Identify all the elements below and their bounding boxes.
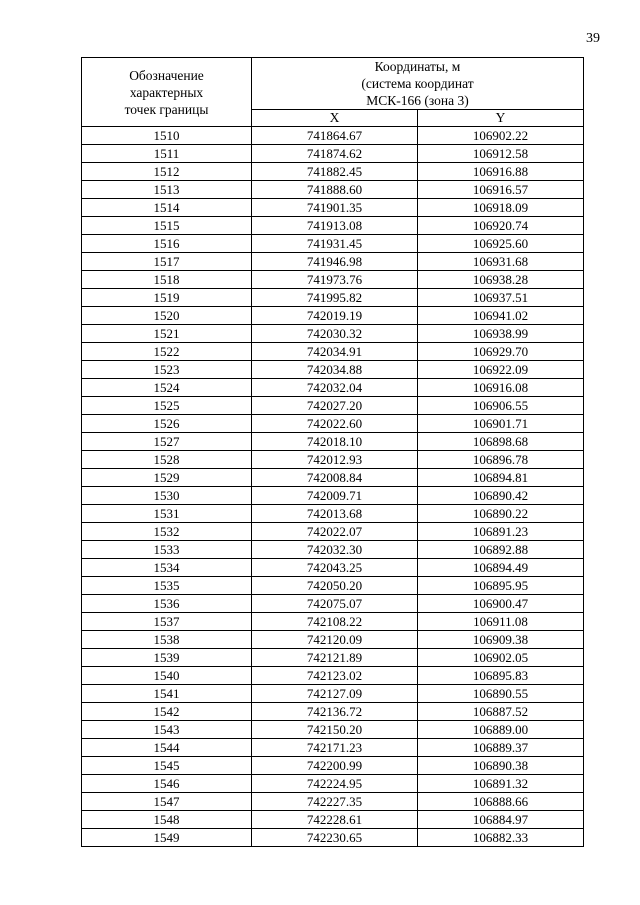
y-coordinate-cell: 106890.22 — [418, 505, 584, 523]
y-coordinate-cell: 106929.70 — [418, 343, 584, 361]
point-id-cell: 1529 — [82, 469, 252, 487]
y-coordinate-cell: 106891.23 — [418, 523, 584, 541]
y-coordinate-cell: 106890.55 — [418, 685, 584, 703]
y-column-header: Y — [418, 110, 584, 127]
point-id-cell: 1543 — [82, 721, 252, 739]
point-id-cell: 1530 — [82, 487, 252, 505]
x-coordinate-cell: 742030.32 — [252, 325, 418, 343]
table-row — [82, 397, 584, 415]
table-row — [82, 145, 584, 163]
y-coordinate-cell: 106920.74 — [418, 217, 584, 235]
point-id-cell: 1514 — [82, 199, 252, 217]
point-id-cell: 1521 — [82, 325, 252, 343]
x-coordinate-cell: 741864.67 — [252, 127, 418, 145]
point-id-cell: 1532 — [82, 523, 252, 541]
y-coordinate-cell: 106938.28 — [418, 271, 584, 289]
x-coordinate-cell: 742032.30 — [252, 541, 418, 559]
table-row — [82, 829, 584, 847]
point-id-cell: 1512 — [82, 163, 252, 181]
x-coordinate-cell: 742013.68 — [252, 505, 418, 523]
point-id-cell: 1528 — [82, 451, 252, 469]
point-id-cell: 1516 — [82, 235, 252, 253]
table-row — [82, 451, 584, 469]
table-row — [82, 127, 584, 145]
y-coordinate-cell: 106916.88 — [418, 163, 584, 181]
point-id-cell: 1539 — [82, 649, 252, 667]
x-coordinate-cell: 742034.88 — [252, 361, 418, 379]
x-coordinate-cell: 742050.20 — [252, 577, 418, 595]
y-coordinate-cell: 106912.58 — [418, 145, 584, 163]
table-row — [82, 163, 584, 181]
table-body — [82, 127, 584, 847]
table-row — [82, 433, 584, 451]
table-row — [82, 271, 584, 289]
x-coordinate-cell: 742123.02 — [252, 667, 418, 685]
x-coordinate-cell: 742171.23 — [252, 739, 418, 757]
table-row — [82, 721, 584, 739]
x-coordinate-cell: 741874.62 — [252, 145, 418, 163]
y-coordinate-cell: 106884.97 — [418, 811, 584, 829]
y-coordinate-cell: 106902.05 — [418, 649, 584, 667]
table-row — [82, 217, 584, 235]
x-coordinate-cell: 742200.99 — [252, 757, 418, 775]
table-row — [82, 199, 584, 217]
x-coordinate-cell: 741946.98 — [252, 253, 418, 271]
y-coordinate-cell: 106889.00 — [418, 721, 584, 739]
x-coordinate-cell: 742019.19 — [252, 307, 418, 325]
table-row — [82, 235, 584, 253]
point-id-cell: 1542 — [82, 703, 252, 721]
y-coordinate-cell: 106937.51 — [418, 289, 584, 307]
table-row — [82, 793, 584, 811]
y-coordinate-cell: 106894.81 — [418, 469, 584, 487]
point-id-cell: 1531 — [82, 505, 252, 523]
point-id-cell: 1538 — [82, 631, 252, 649]
coordinates-column-header — [252, 58, 584, 110]
y-coordinate-cell: 106888.66 — [418, 793, 584, 811]
x-coordinate-cell: 742127.09 — [252, 685, 418, 703]
point-id-cell: 1517 — [82, 253, 252, 271]
point-id-cell: 1541 — [82, 685, 252, 703]
y-coordinate-cell: 106931.68 — [418, 253, 584, 271]
point-id-cell: 1525 — [82, 397, 252, 415]
y-coordinate-cell: 106894.49 — [418, 559, 584, 577]
y-coordinate-cell: 106900.47 — [418, 595, 584, 613]
y-coordinate-cell: 106896.78 — [418, 451, 584, 469]
x-coordinate-cell: 741913.08 — [252, 217, 418, 235]
x-coordinate-cell: 741973.76 — [252, 271, 418, 289]
y-coordinate-cell: 106925.60 — [418, 235, 584, 253]
x-coordinate-cell: 742108.22 — [252, 613, 418, 631]
x-column-header: X — [252, 110, 418, 127]
point-id-cell: 1534 — [82, 559, 252, 577]
x-coordinate-cell: 742022.60 — [252, 415, 418, 433]
x-coordinate-cell: 741901.35 — [252, 199, 418, 217]
table-row — [82, 667, 584, 685]
table-row — [82, 379, 584, 397]
table-row — [82, 559, 584, 577]
point-header-line: Обозначение — [129, 67, 204, 83]
y-coordinate-cell: 106889.37 — [418, 739, 584, 757]
y-coordinate-cell: 106882.33 — [418, 829, 584, 847]
x-coordinate-cell: 741888.60 — [252, 181, 418, 199]
y-coordinate-cell: 106890.38 — [418, 757, 584, 775]
y-coordinate-cell: 106941.02 — [418, 307, 584, 325]
coords-header-line: МСК-166 (зона 3) — [366, 93, 469, 108]
y-coordinate-cell: 106922.09 — [418, 361, 584, 379]
table-row — [82, 469, 584, 487]
page-number: 39 — [586, 31, 600, 46]
y-coordinate-cell: 106895.95 — [418, 577, 584, 595]
table-row — [82, 343, 584, 361]
y-coordinate-cell: 106890.42 — [418, 487, 584, 505]
point-id-cell: 1537 — [82, 613, 252, 631]
table-row — [82, 613, 584, 631]
y-coordinate-cell: 106895.83 — [418, 667, 584, 685]
point-id-cell: 1536 — [82, 595, 252, 613]
point-header-line: характерных — [129, 84, 204, 100]
y-coordinate-cell: 106901.71 — [418, 415, 584, 433]
y-coordinate-cell: 106892.88 — [418, 541, 584, 559]
table-row — [82, 325, 584, 343]
point-id-cell: 1549 — [82, 829, 252, 847]
coords-header-line: (система координат — [361, 76, 474, 91]
table-row — [82, 253, 584, 271]
table-row — [82, 577, 584, 595]
point-id-cell: 1522 — [82, 343, 252, 361]
x-coordinate-cell: 741931.45 — [252, 235, 418, 253]
point-id-cell: 1518 — [82, 271, 252, 289]
table-row — [82, 685, 584, 703]
table-row — [82, 703, 584, 721]
x-coordinate-cell: 742009.71 — [252, 487, 418, 505]
x-coordinate-cell: 742018.10 — [252, 433, 418, 451]
point-id-cell: 1535 — [82, 577, 252, 595]
table-row — [82, 487, 584, 505]
point-id-cell: 1526 — [82, 415, 252, 433]
table-row — [82, 181, 584, 199]
point-id-cell: 1511 — [82, 145, 252, 163]
y-coordinate-cell: 106918.09 — [418, 199, 584, 217]
coordinates-table — [81, 57, 584, 847]
y-coordinate-cell: 106891.32 — [418, 775, 584, 793]
x-coordinate-cell: 742120.09 — [252, 631, 418, 649]
table-row — [82, 415, 584, 433]
y-coordinate-cell: 106906.55 — [418, 397, 584, 415]
table-row — [82, 649, 584, 667]
x-coordinate-cell: 741995.82 — [252, 289, 418, 307]
y-coordinate-cell: 106887.52 — [418, 703, 584, 721]
point-id-cell: 1523 — [82, 361, 252, 379]
y-coordinate-cell: 106911.08 — [418, 613, 584, 631]
table-row — [82, 739, 584, 757]
x-coordinate-cell: 742150.20 — [252, 721, 418, 739]
x-coordinate-cell: 742008.84 — [252, 469, 418, 487]
point-id-cell: 1540 — [82, 667, 252, 685]
x-coordinate-cell: 742032.04 — [252, 379, 418, 397]
y-coordinate-cell: 106909.38 — [418, 631, 584, 649]
x-coordinate-cell: 742136.72 — [252, 703, 418, 721]
point-id-cell: 1519 — [82, 289, 252, 307]
point-header-line: точек границы — [124, 101, 209, 117]
table-row — [82, 631, 584, 649]
table-row — [82, 505, 584, 523]
point-id-cell: 1520 — [82, 307, 252, 325]
y-coordinate-cell: 106916.57 — [418, 181, 584, 199]
x-coordinate-cell: 742075.07 — [252, 595, 418, 613]
x-coordinate-cell: 742022.07 — [252, 523, 418, 541]
y-coordinate-cell: 106938.99 — [418, 325, 584, 343]
x-coordinate-cell: 742228.61 — [252, 811, 418, 829]
table-row — [82, 595, 584, 613]
point-column-header — [82, 58, 252, 127]
x-coordinate-cell: 742012.93 — [252, 451, 418, 469]
point-id-cell: 1510 — [82, 127, 252, 145]
y-coordinate-cell: 106902.22 — [418, 127, 584, 145]
point-id-cell: 1548 — [82, 811, 252, 829]
point-id-cell: 1533 — [82, 541, 252, 559]
x-coordinate-cell: 742043.25 — [252, 559, 418, 577]
point-id-cell: 1515 — [82, 217, 252, 235]
table-row — [82, 775, 584, 793]
point-id-cell: 1546 — [82, 775, 252, 793]
x-coordinate-cell: 742027.20 — [252, 397, 418, 415]
x-coordinate-cell: 742227.35 — [252, 793, 418, 811]
point-id-cell: 1527 — [82, 433, 252, 451]
point-id-cell: 1547 — [82, 793, 252, 811]
table-row — [82, 523, 584, 541]
x-coordinate-cell: 742121.89 — [252, 649, 418, 667]
table-row — [82, 307, 584, 325]
point-id-cell: 1524 — [82, 379, 252, 397]
header-row-top — [82, 58, 584, 110]
table-row — [82, 811, 584, 829]
point-id-cell: 1513 — [82, 181, 252, 199]
x-coordinate-cell: 742230.65 — [252, 829, 418, 847]
table-row — [82, 757, 584, 775]
table-row — [82, 289, 584, 307]
table-row — [82, 361, 584, 379]
x-coordinate-cell: 742224.95 — [252, 775, 418, 793]
x-coordinate-cell: 741882.45 — [252, 163, 418, 181]
y-coordinate-cell: 106898.68 — [418, 433, 584, 451]
coords-header-line: Координаты, м — [374, 59, 461, 74]
point-id-cell: 1544 — [82, 739, 252, 757]
table-row — [82, 541, 584, 559]
point-id-cell: 1545 — [82, 757, 252, 775]
y-coordinate-cell: 106916.08 — [418, 379, 584, 397]
x-coordinate-cell: 742034.91 — [252, 343, 418, 361]
